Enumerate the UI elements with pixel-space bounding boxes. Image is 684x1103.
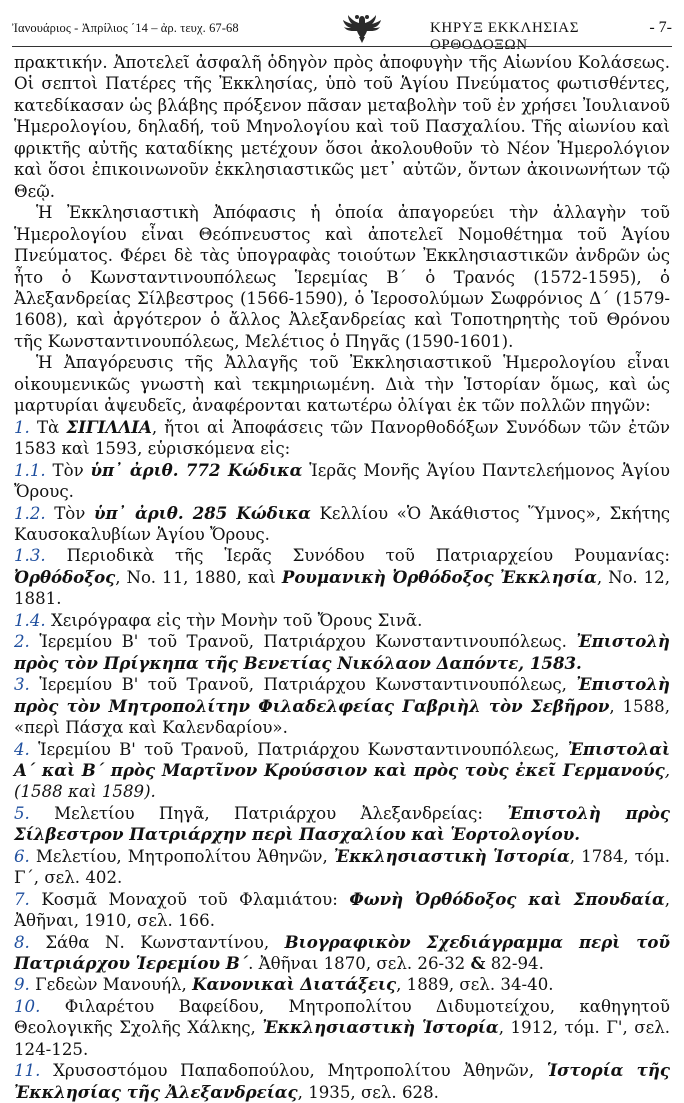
issue-label: Ἰανουάριος - Ἀπρίλιος ΄14 – ἀρ. τευχ. 67-68 [12,21,239,35]
double-headed-eagle-icon [338,12,386,44]
list-item: 1.1. Τὸν ὑπ᾽ ἀριθ. 772 Κώδικα Ἱερᾶς Μονῆς Ἁγίου Παντελεήμονος Ἁγίου Ὄρους. [14,459,670,502]
list-item: 4. Ἱερεμίου Β' τοῦ Τρανοῦ, Πατριάρχου Κωνσταντινουπόλεως, Ἐπιστολαὶ Α΄ καὶ Β΄ πρὸς Μαρτῖνον Κρούσσιον καὶ πρὸς τοὺς ἐκεῖ Γερμανούς, (1588 καὶ 1589). [14,738,670,802]
list-item: 11. Χρυσοστόμου Παπαδοπούλου, Μητροπολίτου Ἀθηνῶν, Ἱστορία τῆς Ἐκκλησίας τῆς Ἀλεξανδρείας, 1935, σελ. 628. [14,1060,670,1102]
paragraph-1: πρακτικήν. Ἀποτελεῖ ἀσφαλῆ ὁδηγὸν πρὸς ἀποφυγὴν τῆς Αἰωνίου Κολάσεως. Οἱ σεπτοὶ Πατέρες τῆς Ἐκκλησίας, ὑπὸ τοῦ Ἁγίου Πνεύματος φωτισθέντες, κατεδίκασαν ὡς βλάβης πρόξενον πᾶσαν μεταβολὴν τοῦ ἐν χρήσει Ἰουλιανοῦ Ἡμερολογίου, δηλαδή, τοῦ Μηνολογίου καὶ τοῦ Πασχαλίου. Τῆς αἰωνίου καὶ φρικτῆς αὐτῆς καταδίκης μετέχουν ὅσοι ἀκολουθοῦν τὸ Νέον Ἡμερολόγιον καὶ ὅσοι ἐπικοινωνοῦν ἐκκλησιαστικῶς μετ᾽ αὐτῶν, ὄντων ἀκοινωνήτων τῷ Θεῷ. [14,53,670,201]
paragraph-2: Ἡ Ἐκκλησιαστικὴ Ἀπόφασις ἡ ὁποία ἀπαγορεύει τὴν ἀλλαγὴν τοῦ Ἡμερολογίου εἶναι Θεόπνευστος καὶ ἀποτελεῖ Νομοθέτημα τοῦ Ἁγίου Πνεύματος. Φέρει δὲ τὰς ὑπογραφὰς τοιούτων Ἐκκλησιαστικῶν ἀνδρῶν ὡς ἦτο ὁ Κωνσταντινουπόλεως Ἱερεμίας Β΄ ὁ Τρανός (1572-1595), ὁ Ἀλεξανδρείας Σίλβεστρος (1566-1590), ὁ Ἱεροσολύμων Σωφρόνιος Δ΄ (1579-1608), καὶ ἀργότερον ὁ ἄλλος Ἀλεξανδρείας καὶ Τοποτηρητὴς τοῦ Θρόνου τῆς Κωνσταντινουπόλεως, Μελέτιος ὁ Πηγᾶς (1590-1601). [14,203,670,351]
list-item: 6. Μελετίου, Μητροπολίτου Ἀθηνῶν, Ἐκκλησιαστικὴ Ἱστορία, 1784, τόμ. Γ΄, σελ. 402. [14,845,670,888]
list-item: 5. Μελετίου Πηγᾶ, Πατριάρχου Ἀλεξανδρείας: Ἐπιστολὴ πρὸς Σίλβεστρον Πατριάρχην περὶ Πασχαλίου καὶ Ἑορτολογίου. [14,802,670,845]
header-rule [12,46,672,47]
list-item: 1.2. Τὸν ὑπ᾽ ἀριθ. 285 Κώδικα Κελλίου «Ὁ Ἀκάθιστος Ὕμνος», Σκήτης Καυσοκαλυβίων Ἁγίου Ὄρους. [14,502,670,544]
list-item: 7. Κοσμᾶ Μοναχοῦ τοῦ Φλαμιάτου: Φωνὴ Ὀρθόδοξος καὶ Σπουδαία, Ἀθῆναι, 1910, σελ. 166. [14,888,670,931]
page-number: - 7- [649,19,672,36]
publication-title: ΚΗΡΥΞ ΕΚΚΛΗΣΙΑΣ ΟΡΘΟΔΟΞΩΝ [430,20,580,53]
list-item: 8. Σάθα Ν. Κωνσταντίνου, Βιογραφικὸν Σχεδιάγραμμα περὶ τοῦ Πατριάρχου Ἱερεμίου Β΄. Ἀθῆναι 1870, σελ. 26-32 & 82-94. [14,931,670,974]
list-item: 2. Ἱερεμίου Β' τοῦ Τρανοῦ, Πατριάρχου Κωνσταντινουπόλεως. Ἐπιστολὴ πρὸς τὸν Πρίγκηπα τῆς Βενετίας Νικόλαον Δαπόντε, 1583. [14,631,670,673]
list-item: 1.3. Περιοδικὰ τῆς Ἱερᾶς Συνόδου τοῦ Πατριαρχείου Ρουμανίας: Ὀρθόδοξος, No. 11, 1880, καὶ Ρουμανικὴ Ὀρθόδοξος Ἐκκλησία, No. 12, 1881. [14,546,670,609]
page-header [12,12,672,53]
list-item: 1.4. Χειρόγραφα εἰς τὴν Μονὴν τοῦ Ὄρους Σινᾶ. [14,610,423,630]
list-item: 9. Γεδεὼν Μανουήλ, Κανονικαὶ Διατάξεις, 1889, σελ. 34-40. [14,974,554,995]
list-item: 3. Ἱερεμίου Β' τοῦ Τρανοῦ, Πατριάρχου Κωνσταντινουπόλεως, Ἐπιστολὴ πρὸς τὸν Μητροπολίτην Φιλαδελφείας Γαβριὴλ τὸν Σεβῆρον, 1588, «περὶ Πάσχα καὶ Καλενδαρίου». [14,674,670,738]
paragraph-3: Ἡ Ἀπαγόρευσις τῆς Ἀλλαγῆς τοῦ Ἐκκλησιαστικοῦ Ἡμερολογίου εἶναι οἰκουμενικῶς γνωστὴ καὶ τεκμηριωμένη. Διὰ τὴν Ἱστορίαν ὅμως, καὶ ὡς μαρτυρίαι ἀψευδεῖς, ἀναφέρονται κατωτέρω ὀλίγαι ἐκ τῶν πολλῶν πηγῶν: [14,353,670,416]
list-item: 10. Φιλαρέτου Βαφείδου, Μητροπολίτου Διδυμοτείχου, καθηγητοῦ Θεολογικῆς Σχολῆς Χάλκης, Ἐκκλησιαστικὴ Ἱστορία, 1912, τόμ. Γ', σελ. 124-125. [14,996,671,1059]
article-body [14,52,670,1103]
list-item: 1. Τὰ ΣΙΓΙΛΛΙΑ, ἤτοι αἱ Ἀποφάσεις τῶν Πανορθοδόξων Συνόδων τῶν ἐτῶν 1583 καὶ 1593, εὑρισκόμενα εἰς: [14,416,671,459]
